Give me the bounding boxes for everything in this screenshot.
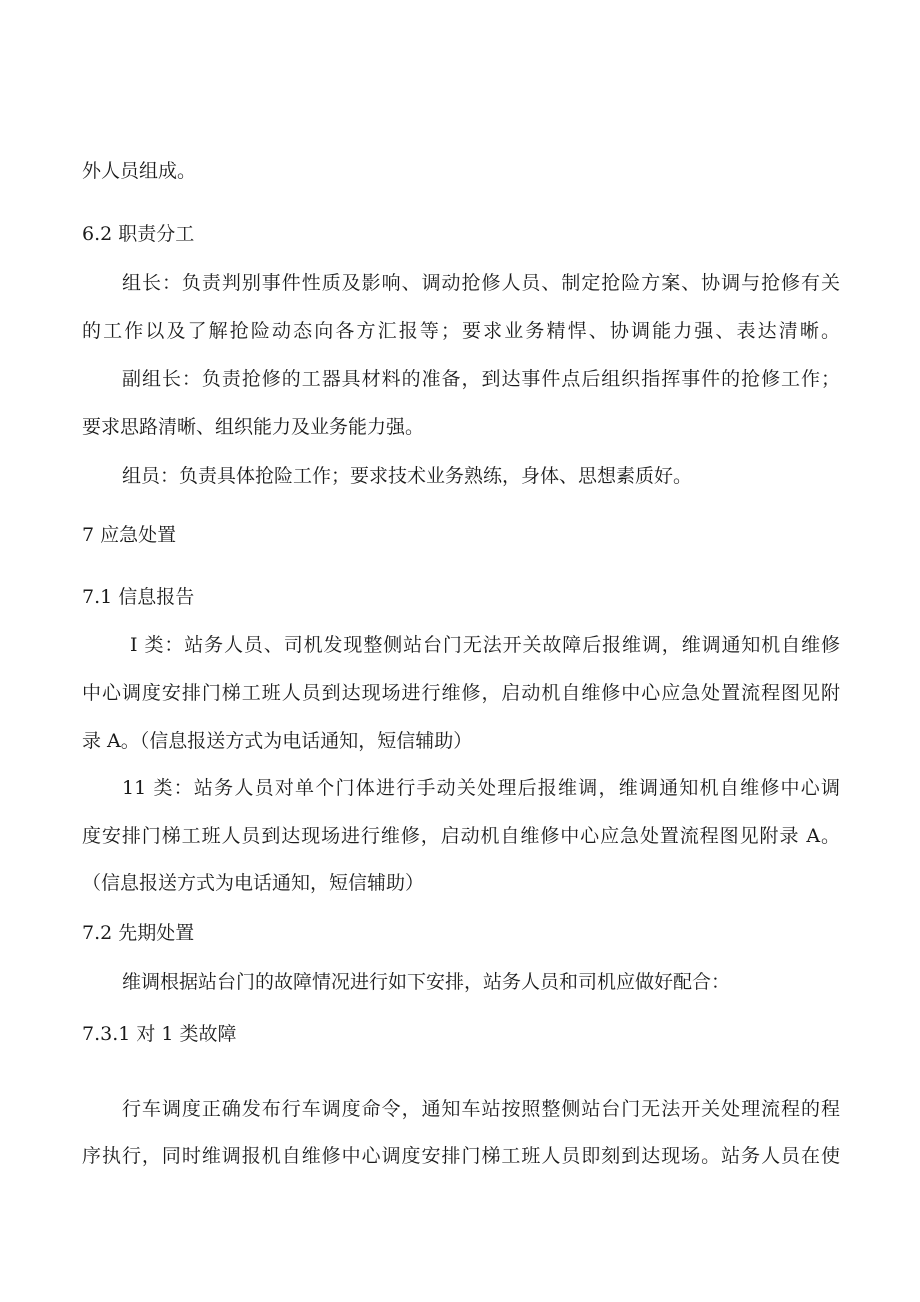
section-heading-7-2: 7.2 先期处置 bbox=[82, 922, 195, 944]
paragraph-line: 组员：负责具体抢险工作；要求技术业务熟练，身体、思想素质好。 bbox=[122, 465, 693, 487]
paragraph-line: 录 A。（信息报送方式为电话通知，短信辅助） bbox=[82, 730, 473, 752]
paragraph-line: 度安排门梯工班人员到达现场进行维修，启动机自维修中心应急处置流程图见附录 A。 bbox=[82, 825, 840, 847]
paragraph-line: 中心调度安排门梯工班人员到达现场进行维修，启动机自维修中心应急处置流程图见附 bbox=[82, 682, 840, 704]
paragraph-line: I 类：站务人员、司机发现整侧站台门无法开关故障后报维调，维调通知机自维修 bbox=[130, 634, 840, 656]
paragraph-line: 组长：负责判别事件性质及影响、调动抢修人员、制定抢险方案、协调与抢修有关 bbox=[122, 272, 840, 294]
paragraph-line: 行车调度正确发布行车调度命令，通知车站按照整侧站台门无法开关处理流程的程 bbox=[122, 1098, 840, 1120]
paragraph-line: 副组长：负责抢修的工器具材料的准备，到达事件点后组织指挥事件的抢修工作； bbox=[122, 368, 840, 390]
paragraph-line: 外人员组成。 bbox=[82, 160, 197, 182]
paragraph-line: 序执行，同时维调报机自维修中心调度安排门梯工班人员即刻到达现场。站务人员在使 bbox=[82, 1145, 840, 1167]
paragraph-line: （信息报送方式为电话通知，短信辅助） bbox=[82, 872, 425, 894]
paragraph-line: 11 类：站务人员对单个门体进行手动关处理后报维调，维调通知机自维修中心调 bbox=[122, 777, 840, 799]
paragraph-line: 要求思路清晰、组织能力及业务能力强。 bbox=[82, 416, 425, 438]
section-heading-7-1: 7.1 信息报告 bbox=[82, 586, 195, 608]
section-heading-6-2: 6.2 职责分工 bbox=[82, 223, 195, 245]
section-heading-7: 7 应急处置 bbox=[82, 524, 177, 546]
paragraph-line: 维调根据站台门的故障情况进行如下安排，站务人员和司机应做好配合： bbox=[122, 971, 731, 993]
paragraph-line: 的工作以及了解抢险动态向各方汇报等；要求业务精悍、协调能力强、表达清晰。 bbox=[82, 320, 840, 342]
section-heading-7-3-1: 7.3.1 对 1 类故障 bbox=[82, 1023, 237, 1045]
